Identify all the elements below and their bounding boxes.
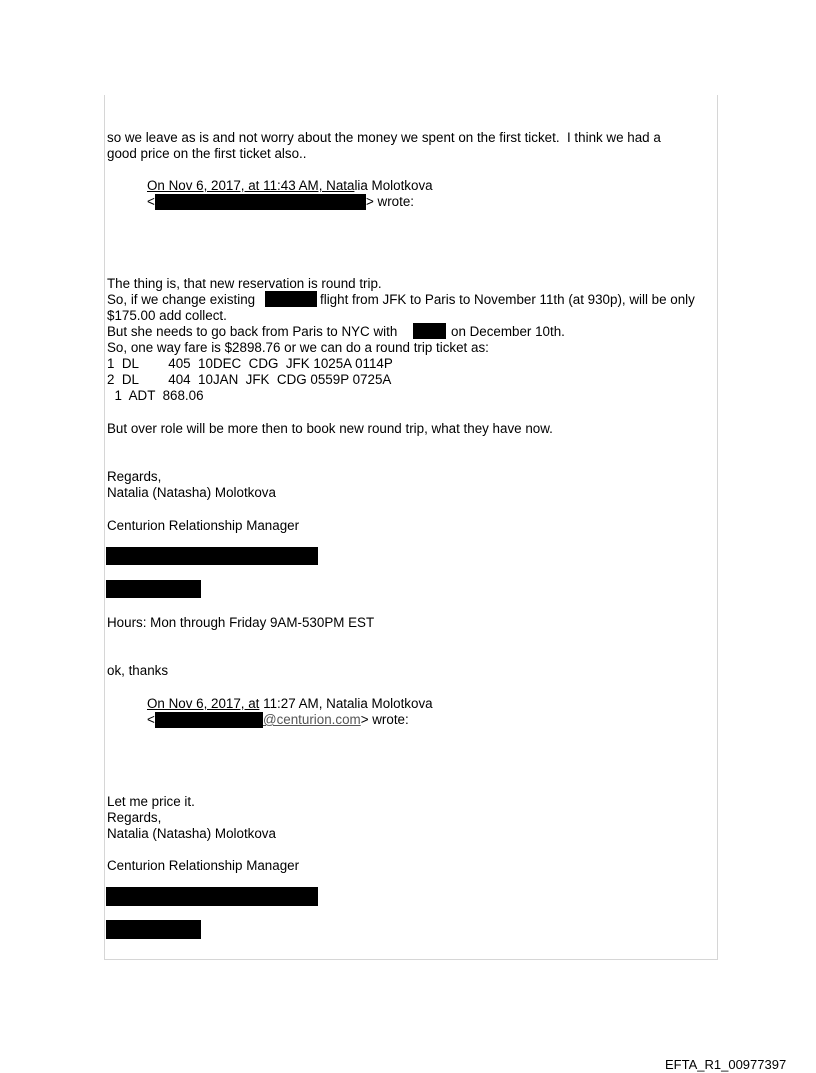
msg1-line2b: flight from JFK to Paris to November 11th (at 930p), will be only: [320, 292, 695, 307]
msg1-line3: $175.00 add collect.: [107, 308, 227, 323]
msg1-signature-title: Centurion Relationship Manager: [107, 518, 300, 533]
msg1-line6: 1 DL 405 10DEC CDG JFK 1025A 0114P: [107, 356, 393, 371]
redaction-contact-2: [106, 580, 201, 598]
redaction-email-2: [155, 712, 263, 728]
redaction-name-1: [265, 291, 317, 307]
msg1-line1: The thing is, that new reservation is round trip.: [107, 276, 382, 291]
msg1-line2a: So, if we change existing: [107, 292, 256, 307]
msg1-line9: But over role will be more then to book new round trip, what they have now.: [107, 421, 553, 436]
msg1-signature-name: Natalia (Natasha) Molotkova: [107, 485, 276, 500]
reply-top-line2: good price on the first ticket also..: [107, 146, 307, 161]
msg2-regards: Regards,: [107, 810, 162, 825]
quote2-header: [147, 696, 433, 712]
quote1-header-underlined: On Nov 6, 2017, at 11:43 AM, Nata: [147, 178, 355, 193]
redaction-contact-4: [106, 920, 201, 939]
reply-mid: ok, thanks: [107, 663, 169, 678]
document-id: EFTA_R1_00977397: [665, 1057, 787, 1072]
email-domain-link[interactable]: @centurion.com: [263, 712, 361, 727]
redaction-contact-3: [106, 887, 318, 906]
redaction-contact-1: [106, 547, 318, 565]
quote1-header: [147, 178, 433, 194]
msg2-signature-title: Centurion Relationship Manager: [107, 858, 300, 873]
msg1-regards: Regards,: [107, 469, 162, 484]
quote2-email-line: [263, 712, 409, 728]
msg1-line7: 2 DL 404 10JAN JFK CDG 0559P 0725A: [107, 372, 392, 387]
quote2-header-underlined: On Nov 6, 2017, at: [147, 696, 260, 711]
reply-top-line1: so we leave as is and not worry about the money we spent on the first ticket. I think we had a: [107, 130, 661, 145]
quote1-wrote: > wrote:: [366, 194, 415, 209]
quote2-wrote: > wrote:: [360, 712, 409, 727]
quote1-open-bracket: <: [147, 194, 155, 209]
msg1-line4a: But she needs to go back from Paris to NYC with: [107, 324, 398, 339]
msg2-line1: Let me price it.: [107, 794, 195, 809]
quote2-header-rest: 11:27 AM, Natalia Molotkova: [259, 696, 433, 711]
msg1-line5: So, one way fare is $2898.76 or we can do a round trip ticket as:: [107, 340, 489, 355]
msg1-hours: Hours: Mon through Friday 9AM-530PM EST: [107, 615, 375, 630]
redaction-email-1: [155, 194, 366, 210]
msg1-line4b: on December 10th.: [451, 324, 565, 339]
msg2-signature-name: Natalia (Natasha) Molotkova: [107, 826, 276, 841]
quote2-open-bracket: <: [147, 712, 155, 727]
redaction-name-2: [413, 323, 446, 339]
quote1-header-rest: lia Molotkova: [354, 178, 433, 193]
msg1-line8: 1 ADT 868.06: [107, 388, 204, 403]
